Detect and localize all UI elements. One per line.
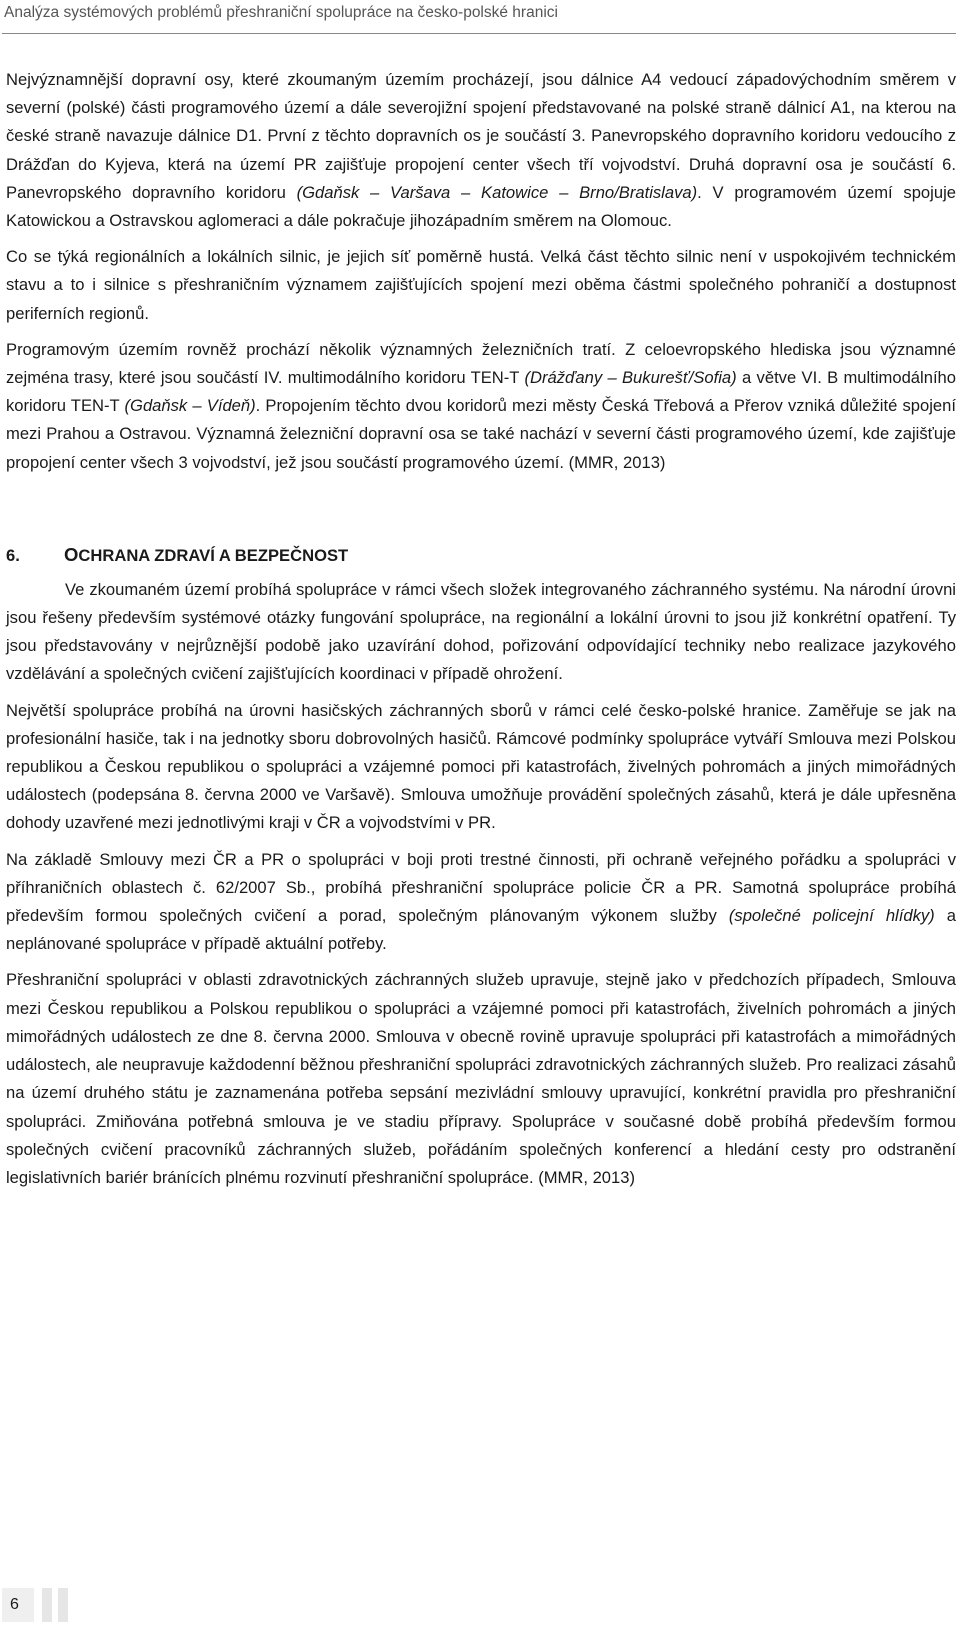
footer-decoration-bar <box>42 1588 52 1622</box>
italic-text: (Gdaňsk – Varšava – Katowice – Brno/Bratislava) <box>296 182 698 202</box>
section-number: 6. <box>6 545 20 565</box>
section-heading <box>6 537 956 574</box>
text-run: Největší spolupráce probíhá na úrovni hasičských záchranných sborů v rámci celé česko-polské hranice. Zaměřuje se jak na profesionální hasiče, tak i na jednotky sboru dobrovolných hasičů. Rámcové podmínky spolupráce vytváří Smlouva mezi Polskou republikou a Českou republikou o spolupráci a vzájemné pomoci při katastrofách, živelných pohromách a jiných mimořádných událostech (podepsána 8. června 2000 ve Varšavě). Smlouva umožňuje provádění společných zásahů, která je dále upřesněna dohody uzavřené mezi jednotlivými kraji v ČR a vojvodstvími v PR. <box>6 700 956 833</box>
page-footer <box>2 1588 122 1624</box>
text-run: Nejvýznamnější dopravní osy, které zkoumaným územím procházejí, jsou dálnice A4 vedoucí západovýchodním směrem v severní (polské) části programového území a dále severojižní spojení představované na polské straně dálnicí A1, na kterou na české straně navazuje dálnice D1. První z těchto dopravních os je součástí 3. Panevropského dopravního koridoru vedoucího z Drážďan do Kyjeva, která na území PR zajišťuje propojení center všech tří vojvodství. Druhá dopravní osa je součástí 6. Panevropského dopravního koridoru <box>6 70 956 202</box>
text-run: a větve VI. B multimodálního koridoru TEN-T <box>6 368 957 416</box>
text-run: . Propojením těchto dvou koridorů mezi městy Česká Třebová a Přerov vzniká důležité spojení mezi Prahou a Ostravou. Významná železniční dopravní osa se také nachází v severní části programového území, kde zajišťuje propojení center všech 3 vojvodství, jež jsou součástí programového území. (MMR, 2013) <box>6 396 956 472</box>
paragraph-firefighters <box>6 697 956 838</box>
paragraph-railways <box>6 336 956 477</box>
text-run: a neplánované spolupráce v případě aktuální potřeby. <box>6 906 956 954</box>
paragraph-police <box>6 846 956 959</box>
paragraph-integrated-rescue <box>6 576 956 689</box>
text-run: Programovým územím rovněž prochází několik významných železničních tratí. Z celoevropského hlediska jsou významné zejména trasy, které jsou součástí IV. multimodálního koridoru TEN-T <box>6 339 956 388</box>
paragraph-road-axes <box>6 66 956 235</box>
section-title-initial: O <box>64 543 79 565</box>
header-divider <box>2 33 956 34</box>
text-run: Na základě Smlouvy mezi ČR a PR o spolupráci v boji proti trestné činnosti, při ochraně veřejného pořádku a spolupráci v příhraničních oblastech č. 62/2007 Sb., probíhá přeshraniční spolupráce policie ČR a PR. Samotná spolupráce probíhá především formou společných cvičení a porad, společným plánovaným výkonem služby <box>6 849 956 926</box>
document-body <box>6 66 956 1200</box>
text-run: Ve zkoumaném území probíhá spolupráce v rámci všech složek integrovaného záchranného systému. Na národní úrovni jsou řešeny především systémové otázky fungování spolupráce, na regionální a lokální úrovni to jsou již konkrétní opatření. Ty jsou představovány v nejrůznější podobě jako uzavírání dohod, pořizování odpovídající techniky nebo realizace jazykového vzdělávání a společných cvičení zajišťujících koordinaci v případě ohrožení. <box>6 579 956 684</box>
text-run: . V programovém území spojuje Katowickou a Ostravskou aglomeraci a dále pokračuje jihozápadním směrem na Olomouc. <box>6 182 956 231</box>
text-run: Co se týká regionálních a lokálních silnic, je jejich síť poměrně hustá. Velká část těchto silnic není v uspokojivém technickém stavu a to i silnice s přeshraničním významem zajišťujících spojení mezi oběma částmi společného pohraničí a dostupnost periferních regionů. <box>6 247 956 323</box>
footer-decoration-bar <box>58 1588 68 1622</box>
italic-text: (Drážďany – Bukurešť/Sofia) <box>524 368 737 388</box>
section-title-rest: CHRANA ZDRAVÍ A BEZPEČNOST <box>78 545 349 565</box>
paragraph-medical-rescue <box>6 966 956 1192</box>
page-number: 6 <box>2 1588 34 1622</box>
italic-text: (společné policejní hlídky) <box>728 906 935 926</box>
running-header: Analýza systémových problémů přeshraniční spolupráce na česko-polské hranici <box>4 4 558 21</box>
text-run: Přeshraniční spolupráci v oblasti zdravotnických záchranných služeb upravuje, stejně jako v předchozích případech, Smlouva mezi Českou republikou a Polskou republikou o spolupráci a vzájemné pomoci při katastrofách, živelních pohromách a jiných mimořádných událostech ze dne 8. června 2000. Smlouva v obecně rovině upravuje spolupráci při katastrofách a mimořádných událostech, ale neupravuje každodenní běžnou přeshraniční spolupráci zdravotnických záchranných služeb. Pro realizaci zásahů na území druhého státu je zaznamenána potřeba sepsání mezivládní smlouvy upravující, konkrétní pravidla pro přeshraniční spolupráci. Zmiňována potřebná smlouva je ve stadiu přípravy. Spolupráce v současné době probíhá především formou společných cvičení pracovníků záchranných služeb, pořádáním společných konferencí a hledání cesty pro odstranění legislativních bariér bránících plnému rozvinutí přeshraniční spolupráce. (MMR, 2013) <box>6 970 956 1187</box>
paragraph-regional-roads <box>6 243 956 328</box>
italic-text: (Gdaňsk – Vídeň) <box>124 396 256 416</box>
